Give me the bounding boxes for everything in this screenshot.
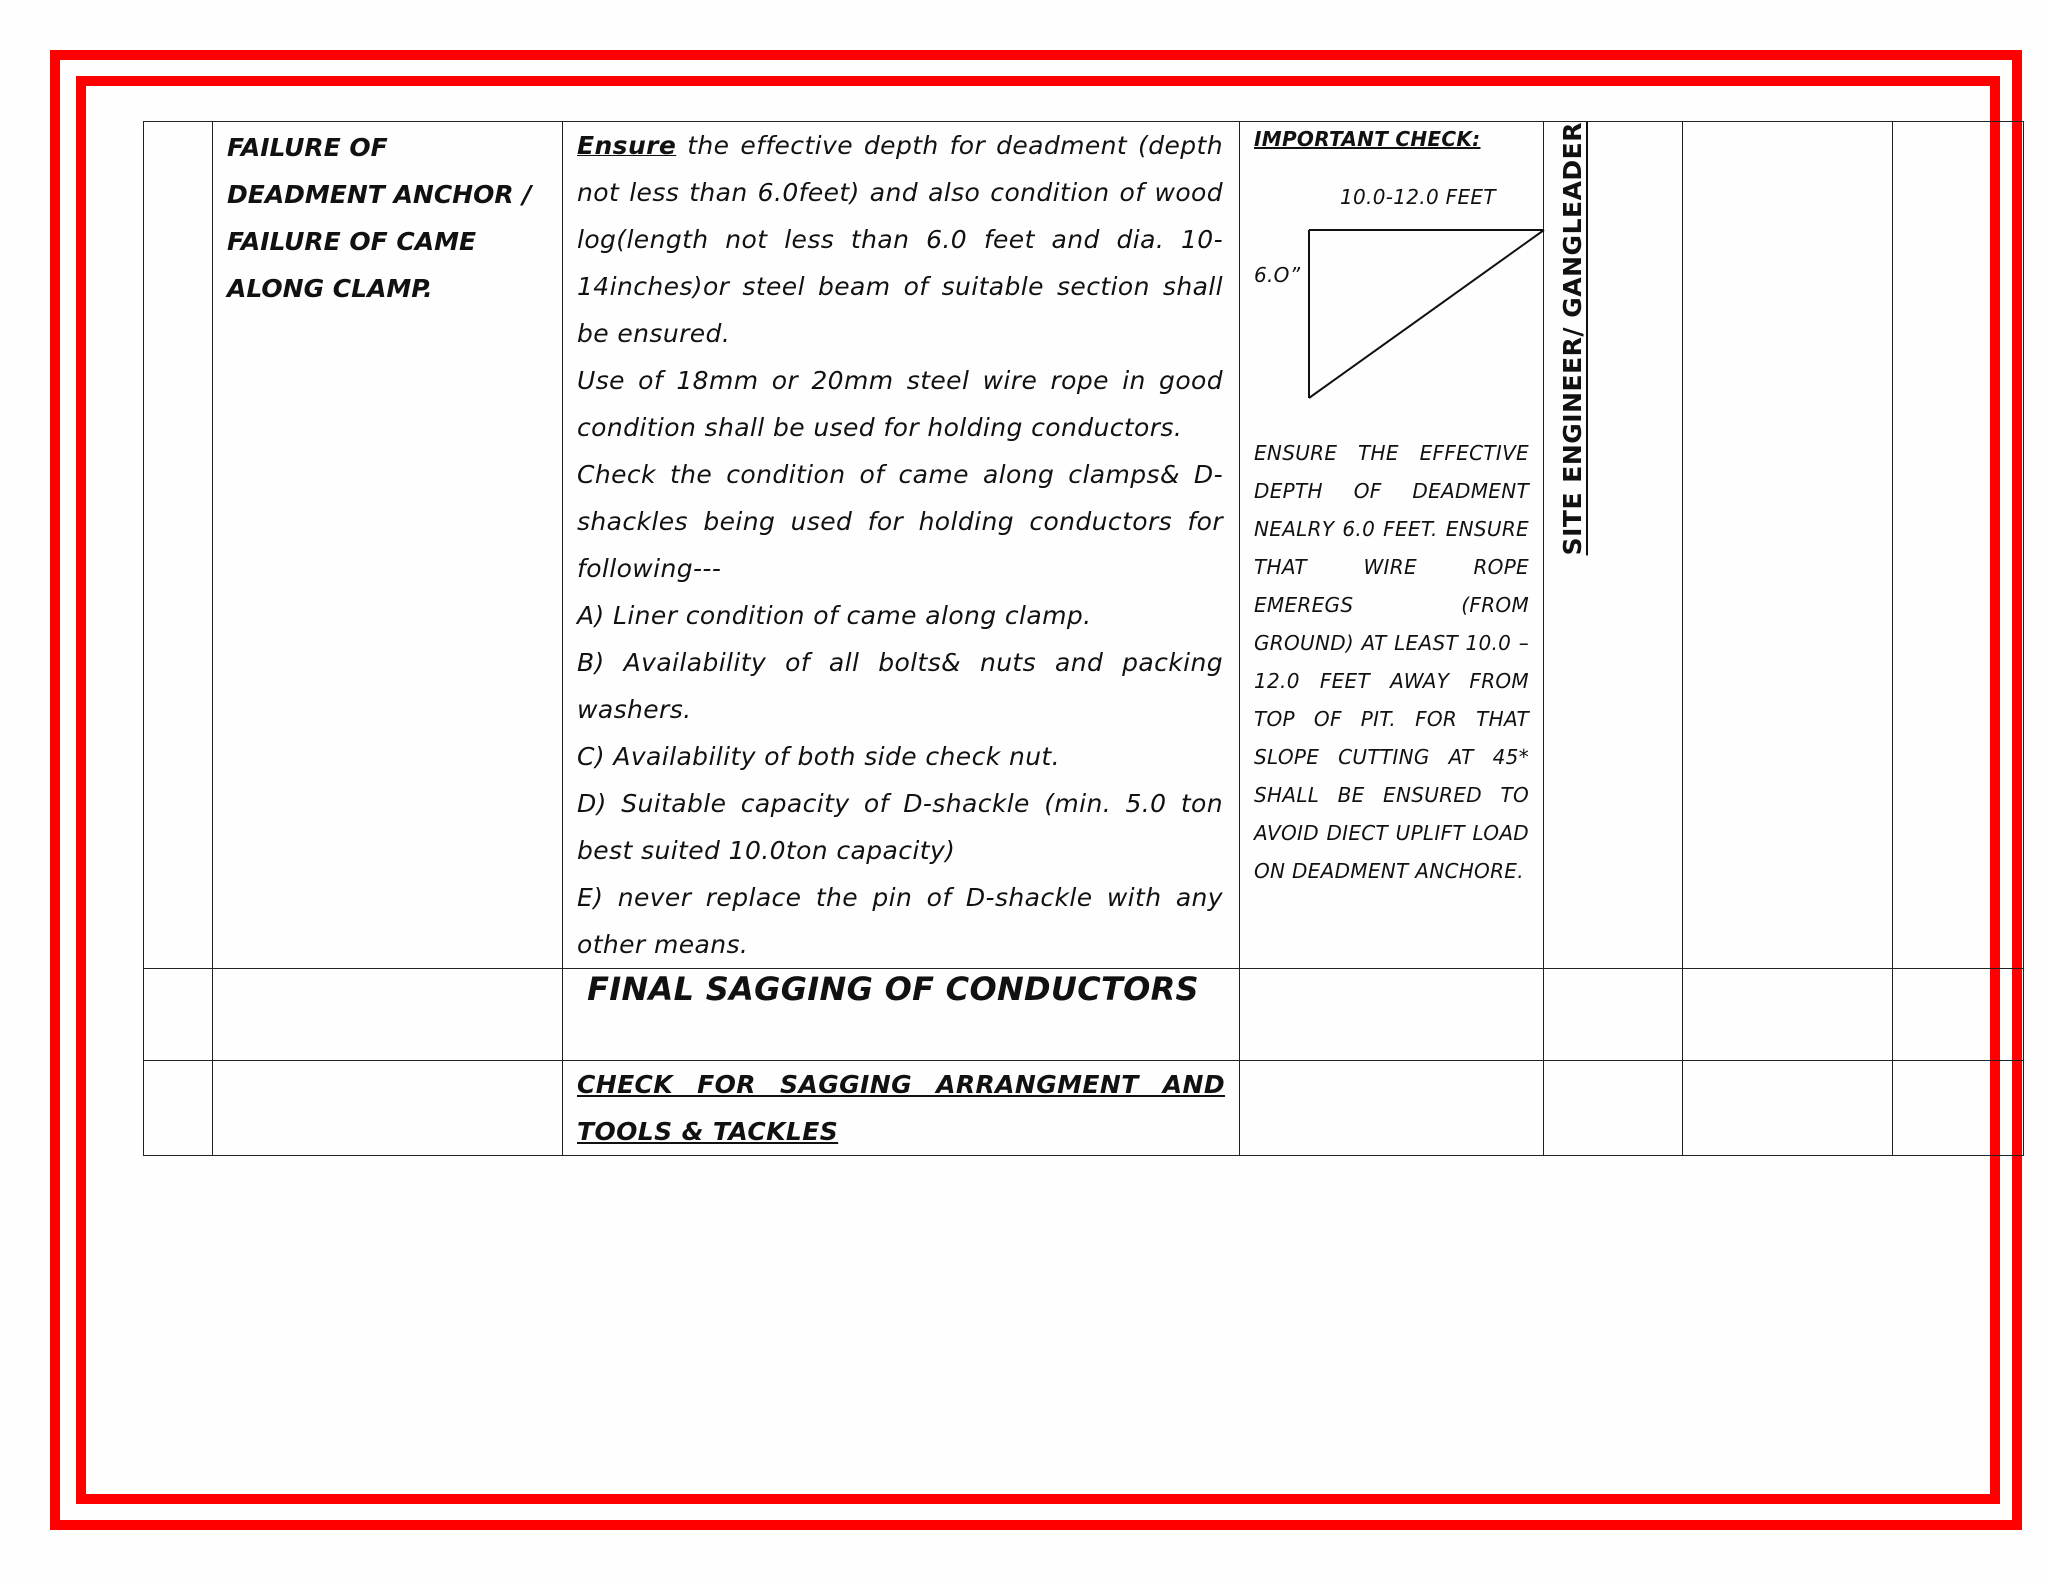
activity-text: FAILURE OF DEADMENT ANCHOR / FAILURE OF CAME ALONG CLAMP.: [227, 133, 532, 303]
description-item-e: E) never replace the pin of D-shackle with any other means.: [577, 883, 1223, 959]
empty-cell: [1240, 969, 1544, 1061]
ensure-word: Ensure: [577, 131, 677, 160]
section-title-cell: [563, 969, 1240, 1061]
check-title-cell: [563, 1061, 1240, 1156]
checklist-table: [143, 121, 2024, 1156]
important-check-cell: [1240, 122, 1544, 969]
empty-cell: [1683, 1061, 1893, 1156]
empty-cell: [1544, 969, 1683, 1061]
description-item-b: B) Availability of all bolts& nuts and packing washers.: [577, 648, 1223, 724]
description-para-3: Check the condition of came along clamps& D-shackles being used for holding conductors for following---: [577, 460, 1223, 583]
empty-cell: [1683, 969, 1893, 1061]
responsibility-text: SITE ENGINEER/ GANGLEADER: [1558, 122, 1587, 556]
description-item-d: D) Suitable capacity of D-shackle (min. 5.0 ton best suited 10.0ton capacity): [577, 789, 1223, 865]
description-para-2: Use of 18mm or 20mm steel wire rope in good condition shall be used for holding conductors.: [577, 366, 1223, 442]
description-item-a: A) Liner condition of came along clamp.: [577, 601, 1092, 630]
empty-cell: [1240, 1061, 1544, 1156]
diagram-side-label: 6.O”: [1254, 263, 1301, 287]
check-title: CHECK FOR SAGGING ARRANGMENT AND TOOLS & TACKLES: [577, 1070, 1225, 1146]
serial-cell: [144, 1061, 213, 1156]
description-cell: [563, 122, 1240, 969]
section-title: FINAL SAGGING OF CONDUCTORS: [587, 970, 1199, 1008]
activity-cell: [213, 969, 563, 1061]
table-row: [144, 969, 2024, 1061]
diagram-top-label: 10.0-12.0 FEET: [1340, 185, 1496, 209]
diagram-slope-line: [1309, 230, 1544, 398]
table-row: [144, 1061, 2024, 1156]
responsibility-cell: [1544, 122, 1683, 969]
description-para-1: the effective depth for deadment (depth not less than 6.0feet) and also condition of wood log(length not less than 6.0 feet and dia. 10-14inches)or steel beam of suitable section shall be ensured.: [577, 131, 1223, 348]
serial-cell: [144, 122, 213, 969]
important-check-text: ENSURE THE EFFECTIVE DEPTH OF DEADMENT NEALRY 6.0 FEET. ENSURE THAT WIRE ROPE EMEREGS (FROM GROUND) AT LEAST 10.0 –12.0 FEET AWAY FROM TOP OF PIT. FOR THAT SLOPE CUTTING AT 45* SHALL BE ENSURED TO AVOID DIECT UPLIFT LOAD ON DEADMENT ANCHORE.: [1254, 441, 1529, 883]
table-row: [144, 122, 2024, 969]
checklist-table-wrapper: [143, 121, 2005, 1146]
description-item-c: C) Availability of both side check nut.: [577, 742, 1060, 771]
empty-cell: [1683, 122, 1893, 969]
activity-cell: [213, 1061, 563, 1156]
description-text: [563, 122, 1239, 968]
important-check: [1240, 122, 1543, 890]
empty-cell: [1544, 1061, 1683, 1156]
serial-cell: [144, 969, 213, 1061]
activity-cell: [213, 122, 563, 969]
deadment-diagram: [1254, 154, 1529, 434]
empty-cell: [1893, 122, 2024, 969]
important-check-title: IMPORTANT CHECK:: [1254, 127, 1481, 151]
empty-cell: [1893, 1061, 2024, 1156]
empty-cell: [1893, 969, 2024, 1061]
